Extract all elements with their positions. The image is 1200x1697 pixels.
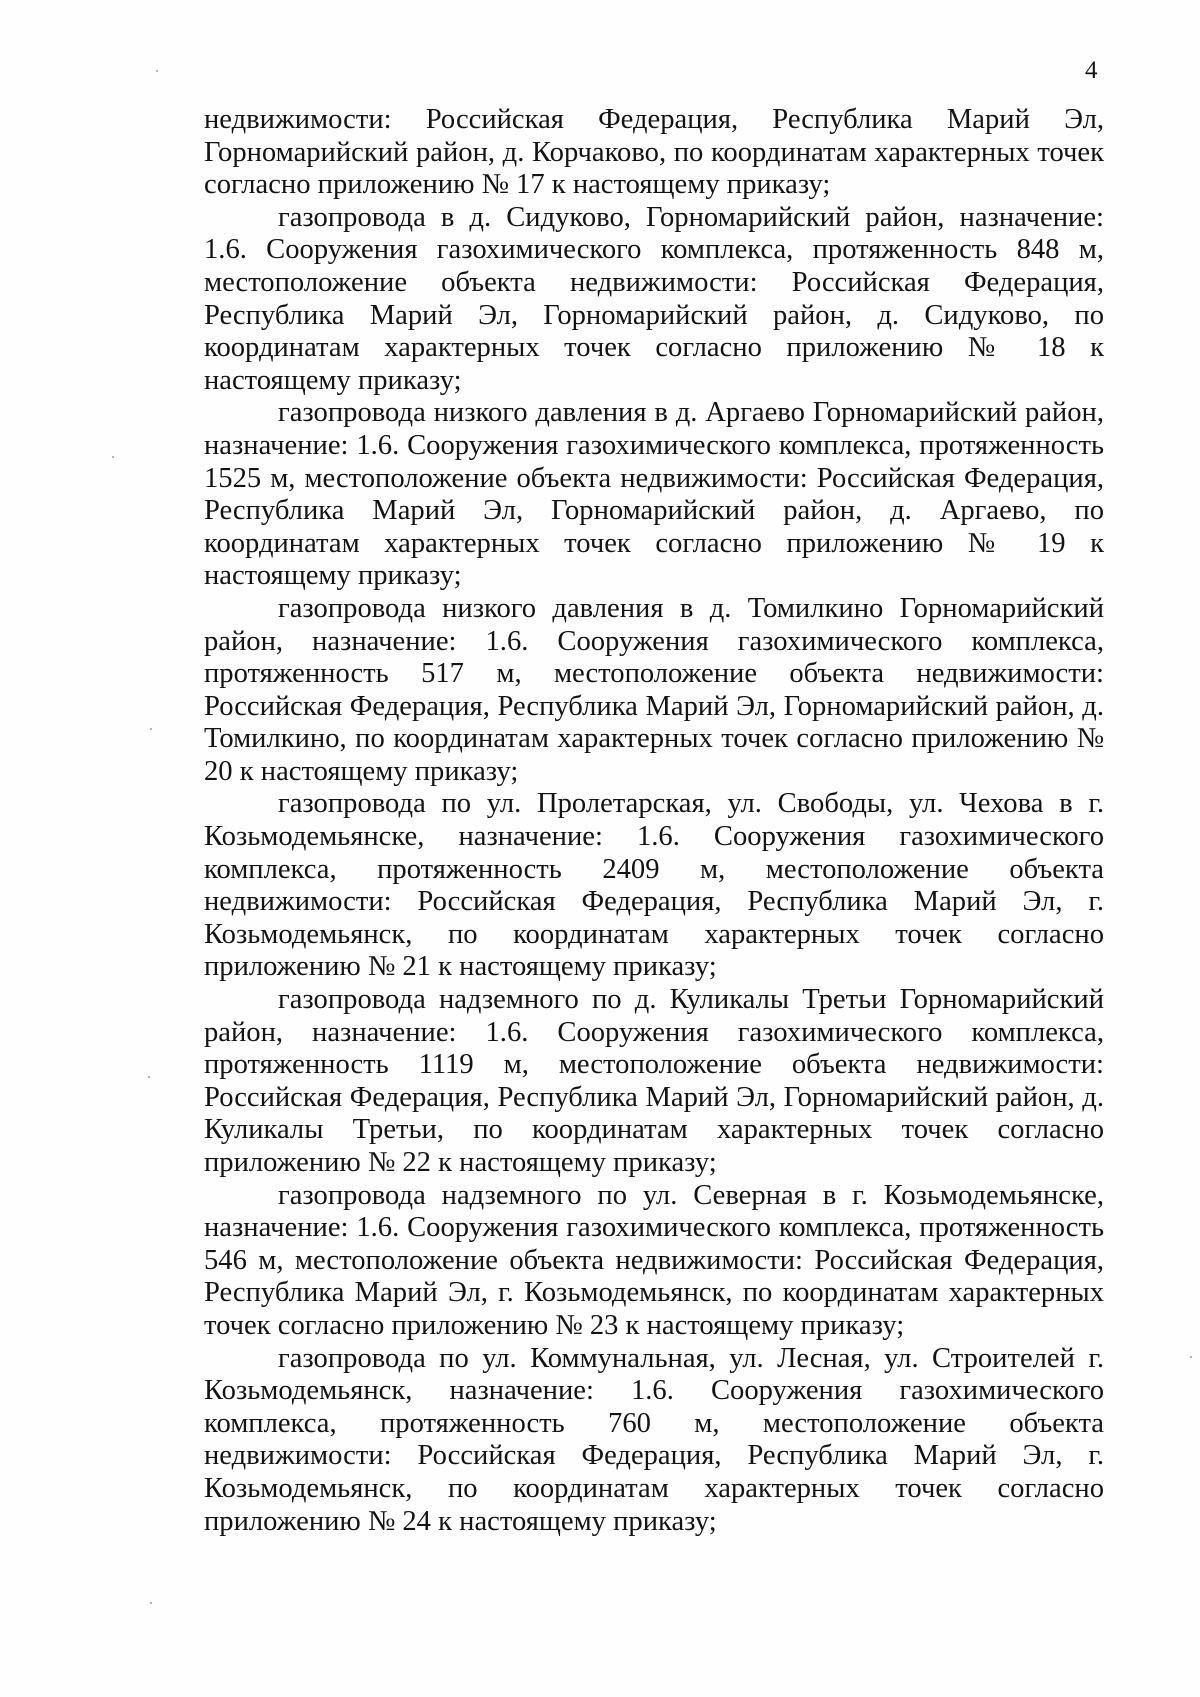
scan-speck [148, 1076, 150, 1078]
paragraph-item: газопровода надземного по ул. Северная в г. Козьмодемьянске, назначение: 1.6. Сооружения газохимического комплекса, протяженность 546 м, местоположение объекта недвижимости: Российская Федерация, Республика Марий Эл, г. Козьмодемьянск, по координатам характерных точек согласно приложению № 23 к настоящему приказу; [204, 1179, 1104, 1341]
paragraph-item: газопровода по ул. Пролетарская, ул. Свободы, ул. Чехова в г. Козьмодемьянске, назначение: 1.6. Сооружения газохимического комплекса, протяженность 2409 м, местоположение объекта недвижимости: Российская Федерация, Республика Марий Эл, г. Козьмодемьянск, по координатам характерных точек согласно приложению № 21 к настоящему приказу; [204, 788, 1104, 983]
document-body [204, 104, 1104, 1538]
scan-speck [156, 70, 158, 72]
paragraph-continuation: недвижимости: Российская Федерация, Республика Марий Эл, Горномарийский район, д. Корчаково, по координатам характерных точек согласно приложению № 17 к настоящему приказу; [204, 104, 1104, 201]
scan-speck [150, 728, 152, 730]
scan-speck [1190, 1356, 1192, 1358]
paragraph-item: газопровода в д. Сидуково, Горномарийский район, назначение: 1.6. Сооружения газохимического комплекса, протяженность 848 м, местоположение объекта недвижимости: Российская Федерация, Республика Марий Эл, Горномарийский район, д. Сидуково, по координатам характерных точек согласно приложению № 18 к настоящему приказу; [204, 201, 1104, 396]
scan-speck [150, 1602, 152, 1604]
paragraph-item: газопровода по ул. Коммунальная, ул. Лесная, ул. Строителей г. Козьмодемьянск, назначение: 1.6. Сооружения газохимического комплекса, протяженность 760 м, местоположение объекта недвижимости: Российская Федерация, Республика Марий Эл, г. Козьмодемьянск, по координатам характерных точек согласно приложению № 24 к настоящему приказу; [204, 1342, 1104, 1537]
paragraph-item: газопровода надземного по д. Куликалы Третьи Горномарийский район, назначение: 1.6. Сооружения газохимического комплекса, протяженность 1119 м, местоположение объекта недвижимости: Российская Федерация, Республика Марий Эл, Горномарийский район, д. Куликалы Третьи, по координатам характерных точек согласно приложению № 22 к настоящему приказу; [204, 984, 1104, 1178]
paragraph-item: газопровода низкого давления в д. Томилкино Горномарийский район, назначение: 1.6. Сооружения газохимического комплекса, протяженность 517 м, местоположение объекта недвижимости: Российская Федерация, Республика Марий Эл, Горномарийский район, д. Томилкино, по координатам характерных точек согласно приложению № 20 к настоящему приказу; [204, 592, 1104, 787]
page-number: 4 [1085, 57, 1098, 84]
paragraph-item: газопровода низкого давления в д. Аргаево Горномарийский район, назначение: 1.6. Сооружения газохимического комплекса, протяженность 1525 м, местоположение объекта недвижимости: Российская Федерация, Республика Марий Эл, Горномарийский район, д. Аргаево, по координатам характерных точек согласно приложению № 19 к настоящему приказу; [204, 397, 1104, 592]
scan-speck [112, 456, 114, 458]
